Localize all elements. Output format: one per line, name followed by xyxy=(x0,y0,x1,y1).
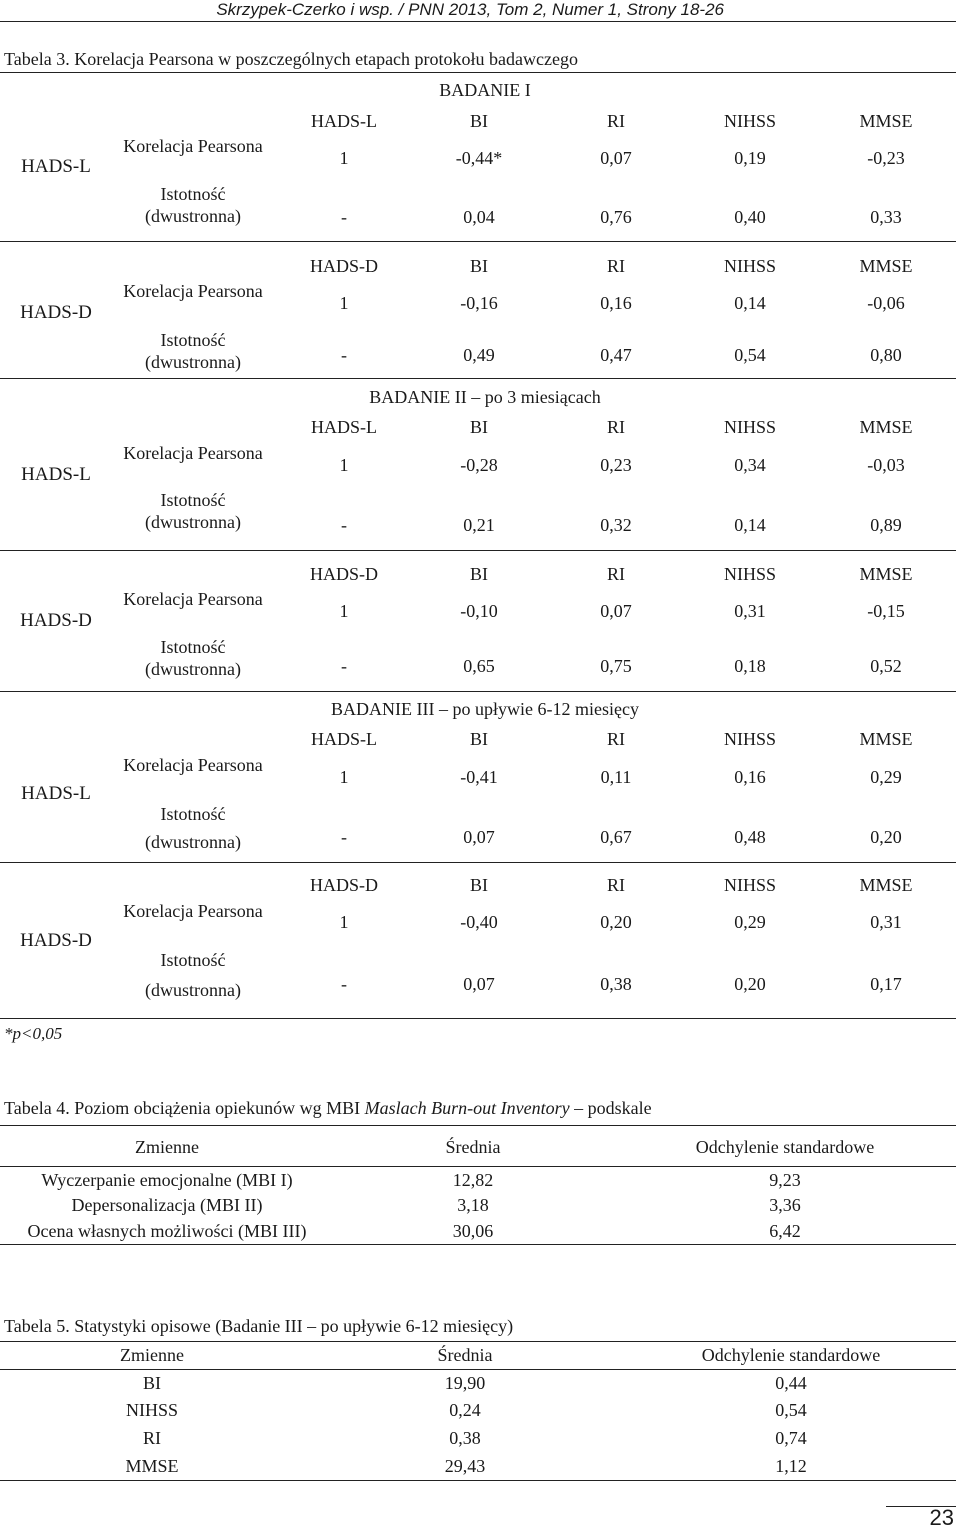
corr-value: -0,40 xyxy=(460,912,498,932)
column-header: MMSE xyxy=(859,417,913,437)
sig-row-label-2: (dwustronna) xyxy=(145,659,241,679)
running-header: Skrzypek-Czerko i wsp. / PNN 2013, Tom 2, Numer 1, Strony 18-26 xyxy=(216,0,724,19)
sig-row-label-2: (dwustronna) xyxy=(145,512,241,532)
sig-value: - xyxy=(341,656,347,676)
table5-top-rule xyxy=(0,1341,956,1342)
sig-row-label: Istotność xyxy=(160,184,226,204)
column-header: RI xyxy=(607,256,625,276)
column-header: NIHSS xyxy=(723,256,776,276)
sig-value: - xyxy=(341,345,347,365)
sig-value: 0,21 xyxy=(463,515,495,535)
sig-value: 0,38 xyxy=(600,974,632,994)
block-rule xyxy=(0,378,956,379)
table5-cell: BI xyxy=(143,1373,161,1393)
column-header: MMSE xyxy=(859,256,913,276)
column-header: NIHSS xyxy=(723,417,776,437)
table5-cell: NIHSS xyxy=(125,1400,178,1420)
table5-cell: 19,90 xyxy=(444,1373,486,1393)
table5-cell: MMSE xyxy=(125,1456,179,1476)
table4-caption-italic: Maslach Burn-out Inventory xyxy=(364,1098,570,1118)
column-header: HADS-D xyxy=(309,875,378,895)
page-number: 23 xyxy=(929,1505,954,1530)
table4-cell-zmienne: Wyczerpanie emocjonalne (MBI I) xyxy=(41,1170,293,1190)
corr-value: 0,31 xyxy=(870,912,902,932)
column-header: BI xyxy=(470,111,488,131)
sig-row-label-2: (dwustronna) xyxy=(145,980,241,1000)
corr-value: 1 xyxy=(339,767,349,787)
sig-row-label: Istotność xyxy=(160,490,226,510)
corr-value: 0,29 xyxy=(870,767,902,787)
sig-value: 0,54 xyxy=(734,345,766,365)
section-title: BADANIE III – po upływie 6-12 miesięcy xyxy=(331,699,639,719)
table5-cell: 0,54 xyxy=(775,1400,807,1420)
block-rule xyxy=(0,691,956,692)
table4-cell-srednia: 12,82 xyxy=(452,1170,494,1190)
table4-header-srednia: Średnia xyxy=(445,1137,501,1157)
corr-row-label: Korelacja Pearsona xyxy=(123,901,263,921)
sig-value: 0,52 xyxy=(870,656,902,676)
sig-value: - xyxy=(341,515,347,535)
row-variable-label: HADS-L xyxy=(21,156,91,177)
column-header: HADS-D xyxy=(309,564,378,584)
sig-row-label-2: (dwustronna) xyxy=(145,206,241,226)
column-header: NIHSS xyxy=(723,729,776,749)
column-header: RI xyxy=(607,875,625,895)
sig-row-label: Istotność xyxy=(160,637,226,657)
table3-bottom-rule xyxy=(0,1018,956,1019)
sig-value: 0,76 xyxy=(600,207,632,227)
sig-row-label-2: (dwustronna) xyxy=(145,352,241,372)
row-variable-label: HADS-D xyxy=(20,930,92,951)
corr-row-label: Korelacja Pearsona xyxy=(123,589,263,609)
sig-value: 0,75 xyxy=(600,656,632,676)
block-rule xyxy=(0,550,956,551)
column-header: MMSE xyxy=(859,729,913,749)
table5-cell: RI xyxy=(143,1428,161,1448)
corr-value: 0,16 xyxy=(734,767,766,787)
corr-value: -0,15 xyxy=(867,601,905,621)
corr-value: -0,44* xyxy=(455,148,503,168)
column-header: HADS-L xyxy=(311,111,377,131)
column-header: BI xyxy=(470,875,488,895)
corr-value: 0,19 xyxy=(734,148,766,168)
table4-cell-srednia: 3,18 xyxy=(457,1195,489,1215)
column-header: RI xyxy=(607,729,625,749)
table5-header: Zmienne xyxy=(120,1345,184,1365)
header-rule xyxy=(0,21,956,22)
corr-value: 1 xyxy=(339,148,349,168)
table5-header: Odchylenie standardowe xyxy=(701,1345,881,1365)
table4-cell-zmienne: Depersonalizacja (MBI II) xyxy=(71,1195,263,1215)
column-header: HADS-L xyxy=(311,417,377,437)
corr-value: -0,41 xyxy=(460,767,498,787)
table5-cell: 29,43 xyxy=(444,1456,486,1476)
sig-row-label-2: (dwustronna) xyxy=(145,832,241,852)
sig-value: 0,32 xyxy=(600,515,632,535)
table5-header-rule xyxy=(0,1369,956,1370)
table5-caption: Tabela 5. Statystyki opisowe (Badanie III – po upływie 6-12 miesięcy) xyxy=(4,1316,514,1336)
sig-row-label: Istotność xyxy=(160,804,226,824)
sig-row-label: Istotność xyxy=(160,950,226,970)
corr-value: -0,23 xyxy=(867,148,905,168)
table5-header: Średnia xyxy=(437,1345,493,1365)
corr-row-label: Korelacja Pearsona xyxy=(123,136,263,156)
table4-cell-srednia: 30,06 xyxy=(452,1221,494,1241)
table4-cell-sd: 3,36 xyxy=(769,1195,801,1215)
sig-value: - xyxy=(341,974,347,994)
corr-value: -0,03 xyxy=(867,455,905,475)
row-variable-label: HADS-L xyxy=(21,783,91,804)
table4-top-rule xyxy=(0,1125,956,1126)
corr-value: -0,06 xyxy=(867,293,905,313)
corr-value: 1 xyxy=(339,601,349,621)
column-header: BI xyxy=(470,564,488,584)
corr-value: -0,16 xyxy=(460,293,498,313)
sig-value: 0,80 xyxy=(870,345,902,365)
table5-bottom-rule xyxy=(0,1480,956,1481)
sig-value: 0,40 xyxy=(734,207,766,227)
sig-value: 0,20 xyxy=(734,974,766,994)
row-variable-label: HADS-D xyxy=(20,610,92,631)
sig-value: 0,89 xyxy=(870,515,902,535)
sig-value: 0,47 xyxy=(600,345,632,365)
sig-value: 0,18 xyxy=(734,656,766,676)
column-header: HADS-D xyxy=(309,256,378,276)
corr-value: -0,10 xyxy=(460,601,498,621)
column-header: BI xyxy=(470,256,488,276)
table4-header-zmienne: Zmienne xyxy=(135,1137,199,1157)
sig-value: 0,67 xyxy=(600,827,632,847)
row-variable-label: HADS-D xyxy=(20,302,92,323)
corr-value: 0,23 xyxy=(600,455,632,475)
table4-caption xyxy=(4,1098,652,1119)
table4-header-sd: Odchylenie standardowe xyxy=(695,1137,875,1157)
corr-value: 0,11 xyxy=(600,767,632,787)
block-rule xyxy=(0,241,956,242)
table4-header-rule xyxy=(0,1166,956,1167)
table4-cell-sd: 9,23 xyxy=(769,1170,801,1190)
column-header: NIHSS xyxy=(723,564,776,584)
table4-cell-zmienne: Ocena własnych możliwości (MBI III) xyxy=(27,1221,307,1241)
column-header: RI xyxy=(607,111,625,131)
corr-value: 0,31 xyxy=(734,601,766,621)
sig-value: 0,33 xyxy=(870,207,902,227)
corr-value: 0,20 xyxy=(600,912,632,932)
column-header: MMSE xyxy=(859,875,913,895)
sig-value: 0,04 xyxy=(463,207,495,227)
corr-value: 0,14 xyxy=(734,293,766,313)
table3-footnote: *p<0,05 xyxy=(4,1024,63,1043)
section-title: BADANIE I xyxy=(439,80,531,100)
sig-value: 0,07 xyxy=(463,827,495,847)
table4-caption-suffix: – podskale xyxy=(569,1098,652,1118)
column-header: RI xyxy=(607,564,625,584)
sig-value: 0,48 xyxy=(734,827,766,847)
sig-value: 0,17 xyxy=(870,974,902,994)
table5-cell: 1,12 xyxy=(775,1456,807,1476)
table4-bottom-rule xyxy=(0,1244,956,1245)
table3-top-rule xyxy=(0,72,956,73)
block-rule xyxy=(0,862,956,863)
corr-row-label: Korelacja Pearsona xyxy=(123,443,263,463)
sig-value: 0,20 xyxy=(870,827,902,847)
table5-cell: 0,38 xyxy=(449,1428,481,1448)
corr-value: 0,29 xyxy=(734,912,766,932)
corr-value: 1 xyxy=(339,293,349,313)
column-header: MMSE xyxy=(859,564,913,584)
table3-caption: Tabela 3. Korelacja Pearsona w poszczególnych etapach protokołu badawczego xyxy=(4,49,578,69)
table5-cell: 0,74 xyxy=(775,1428,807,1448)
corr-value: 0,34 xyxy=(734,455,766,475)
column-header: NIHSS xyxy=(723,111,776,131)
corr-value: 1 xyxy=(339,912,349,932)
table4-cell-sd: 6,42 xyxy=(769,1221,801,1241)
row-variable-label: HADS-L xyxy=(21,464,91,485)
column-header: RI xyxy=(607,417,625,437)
section-title: BADANIE II – po 3 miesiącach xyxy=(369,387,601,407)
corr-value: 0,16 xyxy=(600,293,632,313)
column-header: MMSE xyxy=(859,111,913,131)
corr-value: -0,28 xyxy=(460,455,498,475)
column-header: NIHSS xyxy=(723,875,776,895)
corr-value: 1 xyxy=(339,455,349,475)
sig-value: 0,07 xyxy=(463,974,495,994)
column-header: HADS-L xyxy=(311,729,377,749)
table5-cell: 0,24 xyxy=(449,1400,481,1420)
corr-row-label: Korelacja Pearsona xyxy=(123,755,263,775)
table5-cell: 0,44 xyxy=(775,1373,807,1393)
sig-value: 0,49 xyxy=(463,345,495,365)
column-header: BI xyxy=(470,417,488,437)
table4-caption-prefix: Tabela 4. Poziom obciążenia opiekunów wg MBI xyxy=(4,1098,365,1118)
sig-value: - xyxy=(341,827,347,847)
corr-value: 0,07 xyxy=(600,601,632,621)
column-header: BI xyxy=(470,729,488,749)
sig-value: 0,65 xyxy=(463,656,495,676)
sig-value: 0,14 xyxy=(734,515,766,535)
corr-row-label: Korelacja Pearsona xyxy=(123,281,263,301)
corr-value: 0,07 xyxy=(600,148,632,168)
sig-value: - xyxy=(341,207,347,227)
sig-row-label: Istotność xyxy=(160,330,226,350)
